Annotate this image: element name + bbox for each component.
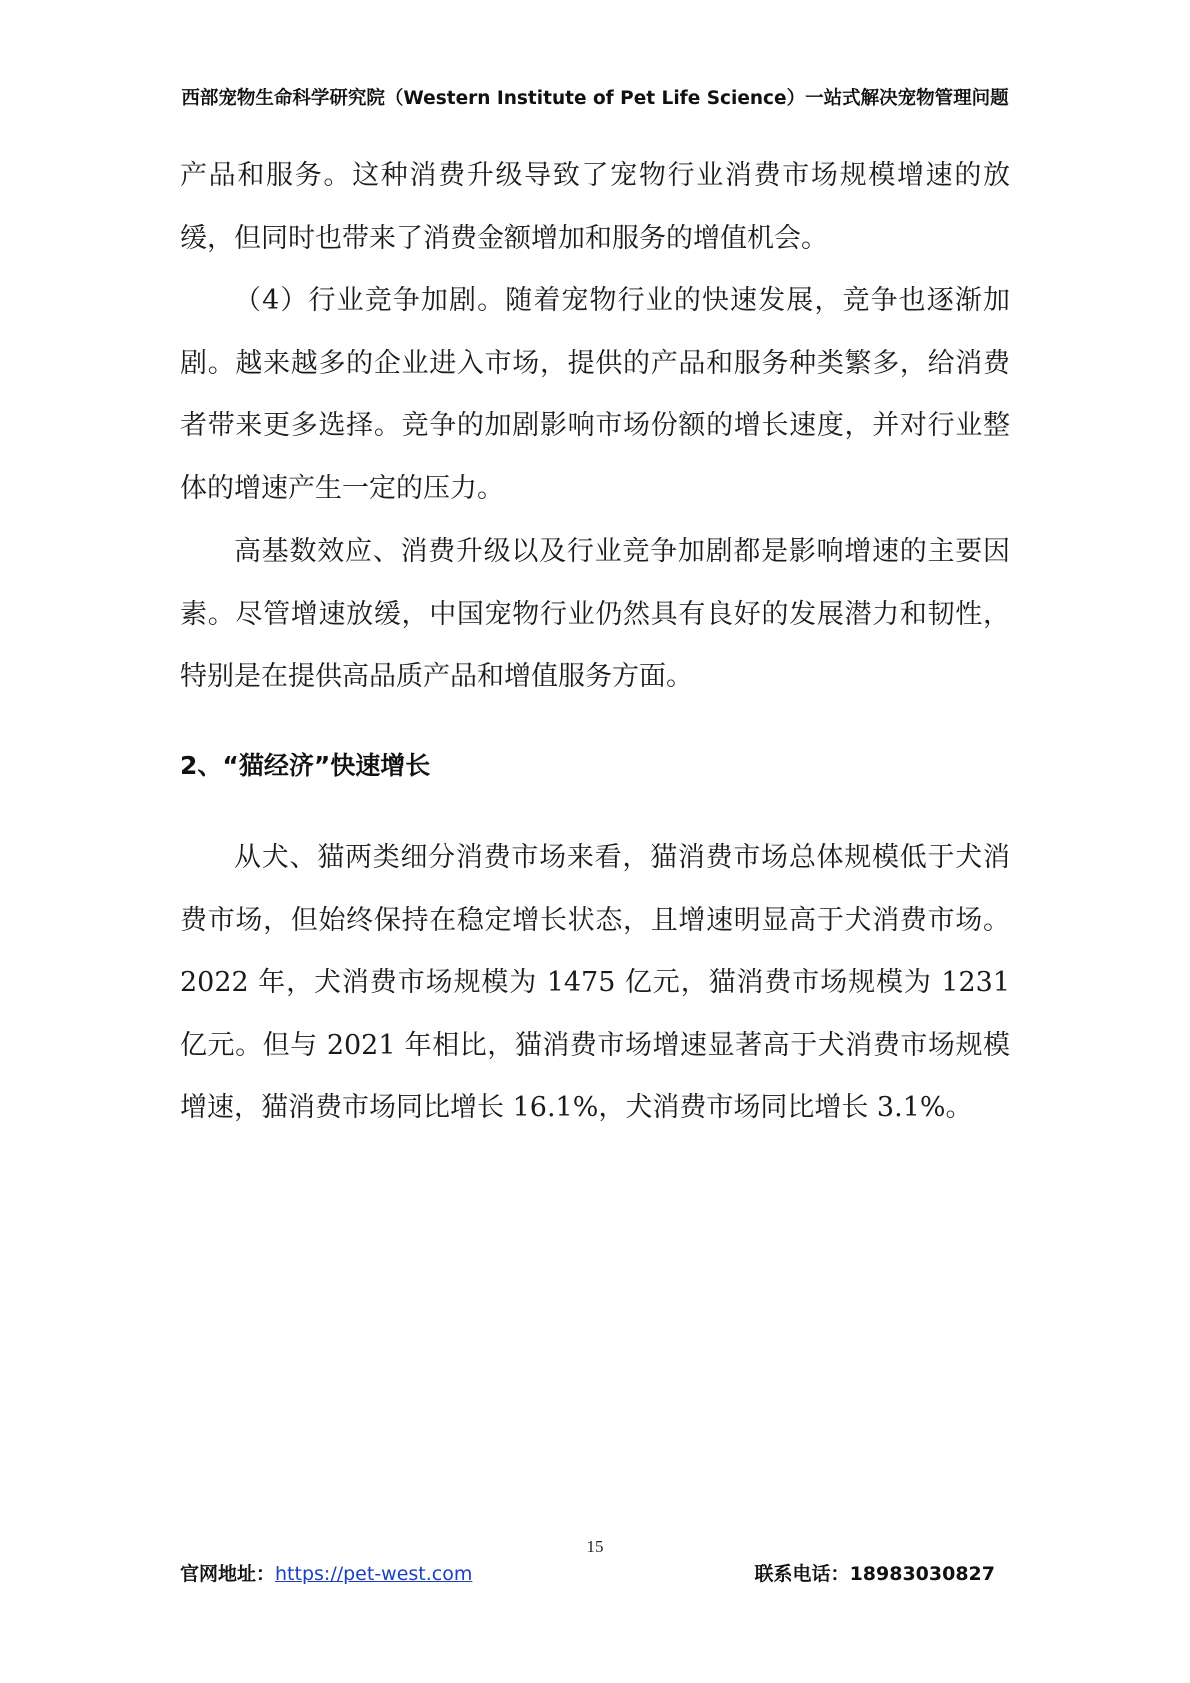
paragraph-cat-economy: 从犬、猫两类细分消费市场来看，猫消费市场总体规模低于犬消费市场，但始终保持在稳定增长状态，且增速明显高于犬消费市场。2022 年，犬消费市场规模为 1475 亿元，猫消费市场规模为 1231 亿元。但与 2021 年相比，猫消费市场增速显著高于犬消费市场规模增速，猫消费市场同比增长 16.1%，犬消费市场同比增长 3.1%。 bbox=[180, 842, 1010, 1124]
paragraph-summary: 高基数效应、消费升级以及行业竞争加剧都是影响增速的主要因素。尽管增速放缓，中国宠物行业仍然具有良好的发展潜力和韧性，特别是在提供高品质产品和增值服务方面。 bbox=[180, 536, 1010, 693]
phone-number: 18983030827 bbox=[849, 1563, 995, 1585]
website-label: 官网地址： bbox=[180, 1563, 276, 1585]
footer-website bbox=[180, 1559, 472, 1586]
website-link[interactable]: https://pet-west.com bbox=[275, 1563, 473, 1585]
paragraph-industry-competition: （4）行业竞争加剧。随着宠物行业的快速发展，竞争也逐渐加剧。越来越多的企业进入市场，提供的产品和服务种类繁多，给消费者带来更多选择。竞争的加剧影响市场份额的增长速度，并对行业整体的增速产生一定的压力。 bbox=[180, 285, 1010, 504]
section-heading: 2、“猫经济”快速增长 bbox=[180, 751, 431, 780]
page-header-title: 西部宠物生命科学研究院（Western Institute of Pet Life Science）一站式解决宠物管理问题 bbox=[181, 88, 1009, 109]
paragraph-continued: 产品和服务。这种消费升级导致了宠物行业消费市场规模增速的放缓，但同时也带来了消费金额增加和服务的增值机会。 bbox=[180, 160, 1010, 254]
phone-label: 联系电话： bbox=[754, 1563, 850, 1585]
page-number: 15 bbox=[586, 1537, 604, 1556]
footer-phone bbox=[755, 1559, 995, 1586]
